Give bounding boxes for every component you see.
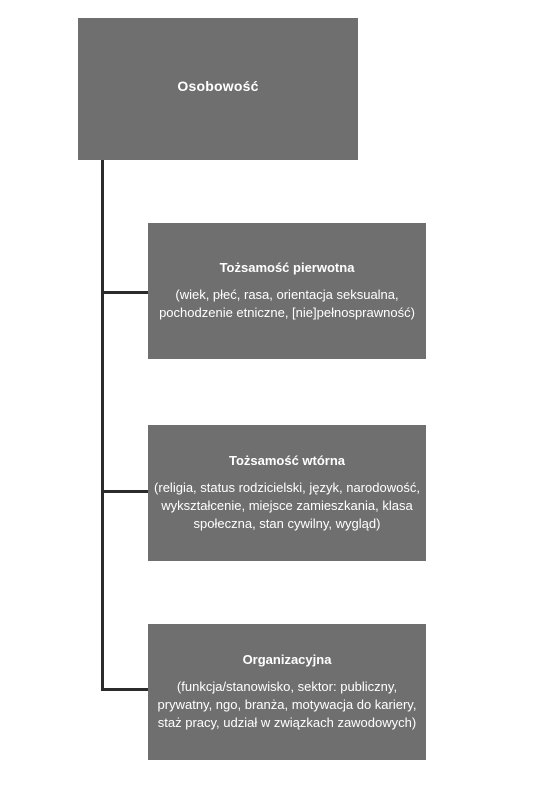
node-organizational-title: Organizacyjna [242, 652, 332, 667]
node-secondary-identity-description: (religia, status rodzicielski, język, narodowość, wykształcenie, miejsce zamieszkania, klasa społeczna, stan cywilny, wygląd) [154, 480, 420, 531]
connector-branch-organizational [101, 688, 148, 691]
node-primary-identity-title: Tożsamość pierwotna [219, 260, 355, 275]
root-node-personality [78, 18, 358, 160]
node-secondary-identity [148, 425, 426, 561]
node-primary-identity-description: (wiek, płeć, rasa, orientacja seksualna, pochodzenie etniczne, [nie]pełnosprawność) [159, 287, 415, 320]
node-organizational-description: (funkcja/stanowisko, sektor: publiczny, prywatny, ngo, branża, motywacja do kariery, staż pracy, udział w związkach zawodowych) [157, 679, 417, 730]
connector-branch-secondary-identity [101, 490, 148, 493]
node-primary-identity [148, 223, 426, 359]
connector-branch-primary-identity [101, 291, 148, 294]
root-node-title: Osobowość [177, 78, 259, 94]
node-secondary-identity-title: Tożsamość wtórna [228, 453, 346, 468]
connector-trunk [101, 160, 104, 690]
node-organizational [148, 624, 426, 760]
